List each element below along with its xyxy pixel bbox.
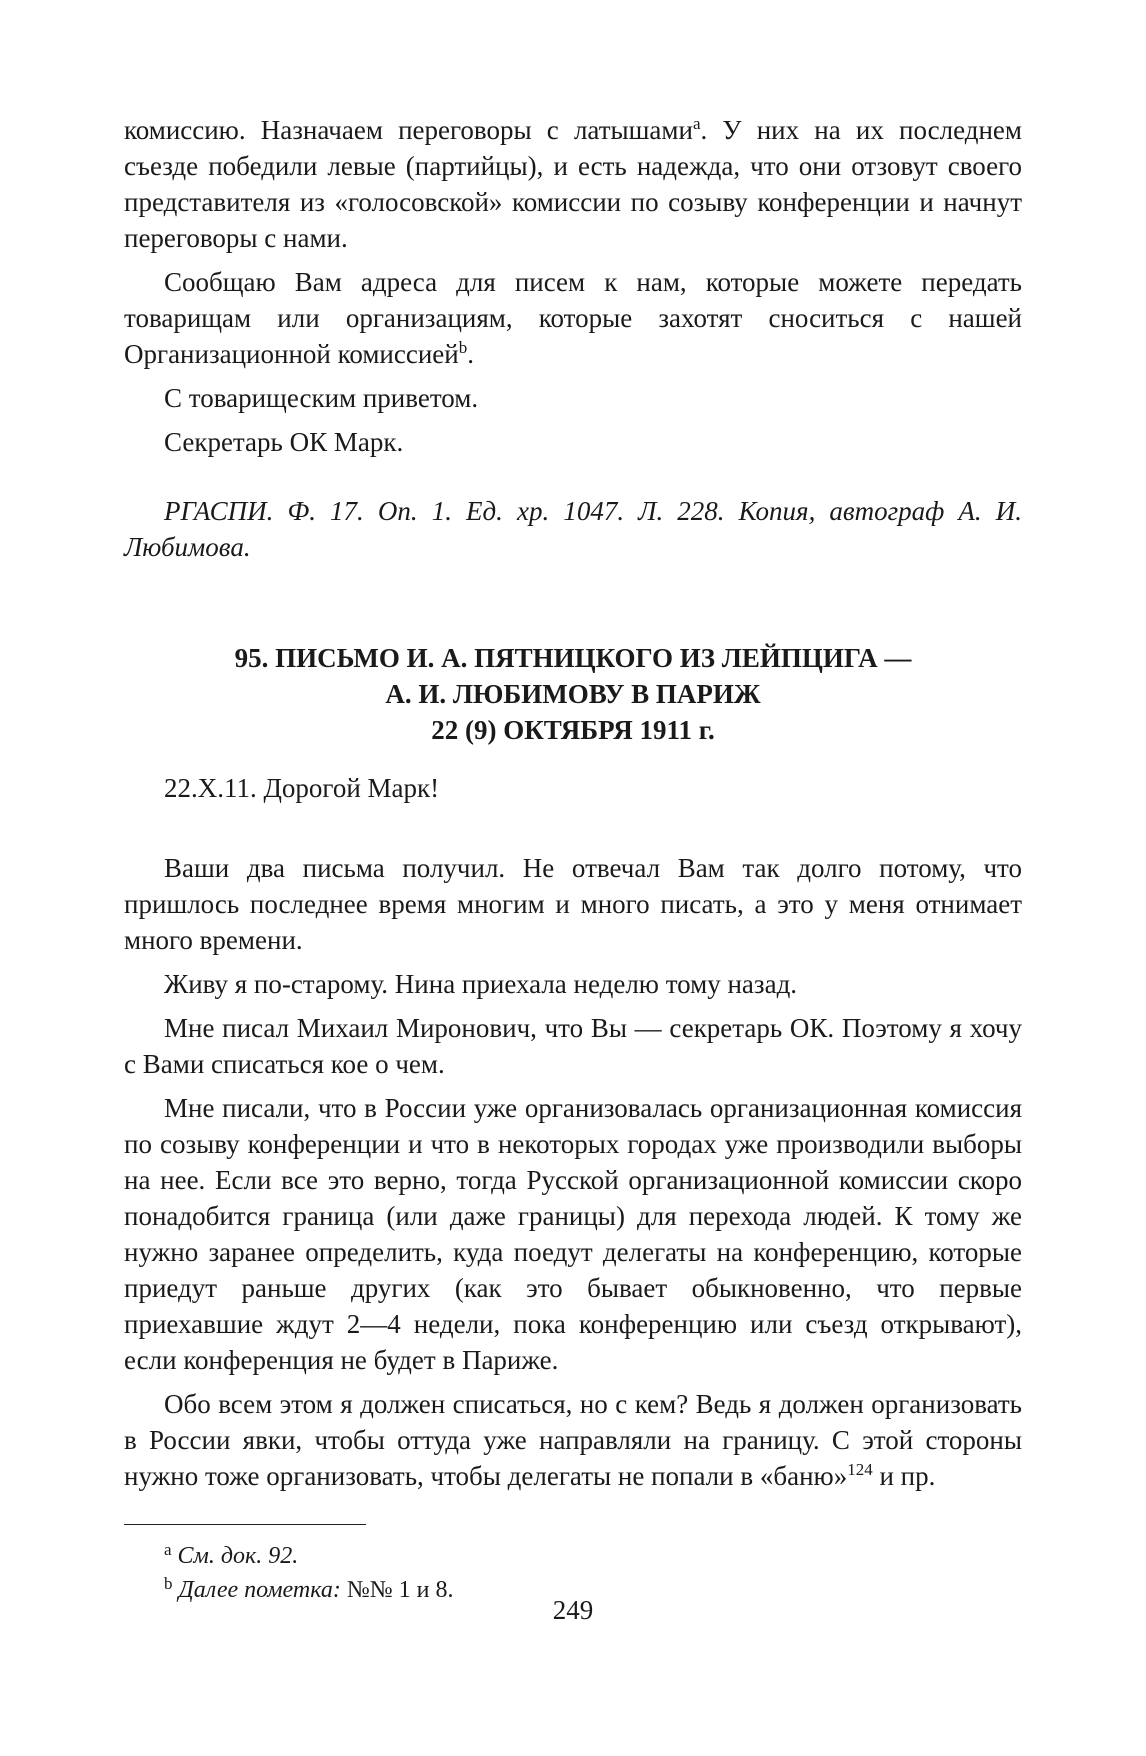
paragraph-continued: комиссию. Назначаем переговоры с латышами$^а$. У них на их последнем съезде победили левые (партийцы), и есть надежда, что они отзовут своего представителя из «голосовской» комиссии по созыву конференции и начнут переговоры с нами. [124,114,1022,253]
page-body [124,112,1022,1607]
paragraph-addresses: Сообщаю Вам адреса для писем к нам, которые можете передать товарищам или организациям, которые захотят сноситься с нашей Организационной комиссией$^b$. [124,267,1022,369]
title-line: 22 (9) ОКТЯБРЯ 1911 г. [431,715,715,745]
footnote-a: $^a$ См. док. 92. [164,1540,299,1569]
letter-greeting: 22.X.11. Дорогой Марк! [164,773,440,803]
letter-paragraph: Мне писал Михаил Миронович, что Вы — секретарь ОК. Поэтому я хочу с Вами списаться кое о чем. [124,1013,1022,1079]
letter-paragraph: Живу я по-старому. Нина приехала неделю тому назад. [164,969,798,999]
footnote-mark-a[interactable]: а [692,114,701,133]
archival-source: РГАСПИ. Ф. 17. Оп. 1. Ед. хр. 1047. Л. 228. Копия, автограф А. И. Любимова. [124,496,1022,562]
closing-line: С товарищеским приветом. [164,383,479,413]
letter-paragraph-last: Обо всем этом я должен списаться, но с кем? Ведь я должен организовать в России явки, чтобы оттуда уже направляли на границу. С этой стороны нужно тоже организовать, чтобы делегаты не попали в «баню»$^{124}$ и пр. [124,1389,1022,1491]
title-line: 95. ПИСЬМО И. А. ПЯТНИЦКОГО ИЗ ЛЕЙПЦИГА — [234,643,912,673]
footnote-b: $^b$ Далее пометка: №№ 1 и 8. [164,1574,454,1603]
footnote-mark-b[interactable]: b [458,338,468,357]
letter-paragraph: Мне писали, что в России уже организовалась организационная комиссия по созыву конференции и что в некоторых городах уже производили выборы на нее. Если все это верно, тогда Русской организационной комиссии скоро понадобится граница (или даже границы) для перехода людей. К тому же нужно заранее определить, куда поедут делегаты на конференцию, которые приедут раньше других (как это бывает обыкновенно, что первые приехавшие ждут 2—4 недели, пока конференцию или съезд открывают), если конференция не будет в Париже. [124,1093,1022,1375]
footnote-divider [124,1524,366,1525]
letter-paragraph: Ваши два письма получил. Не отвечал Вам так долго потому, что пришлось последнее время многим и много писать, а это у меня отнимает много времени. [124,853,1022,955]
signature-line: Секретарь ОК Марк. [164,427,404,457]
page-number: 249 [552,1595,594,1625]
endnote-mark[interactable]: 124 [847,1460,873,1479]
title-line: А. И. ЛЮБИМОВУ В ПАРИЖ [385,679,761,709]
document-title [124,640,1022,748]
